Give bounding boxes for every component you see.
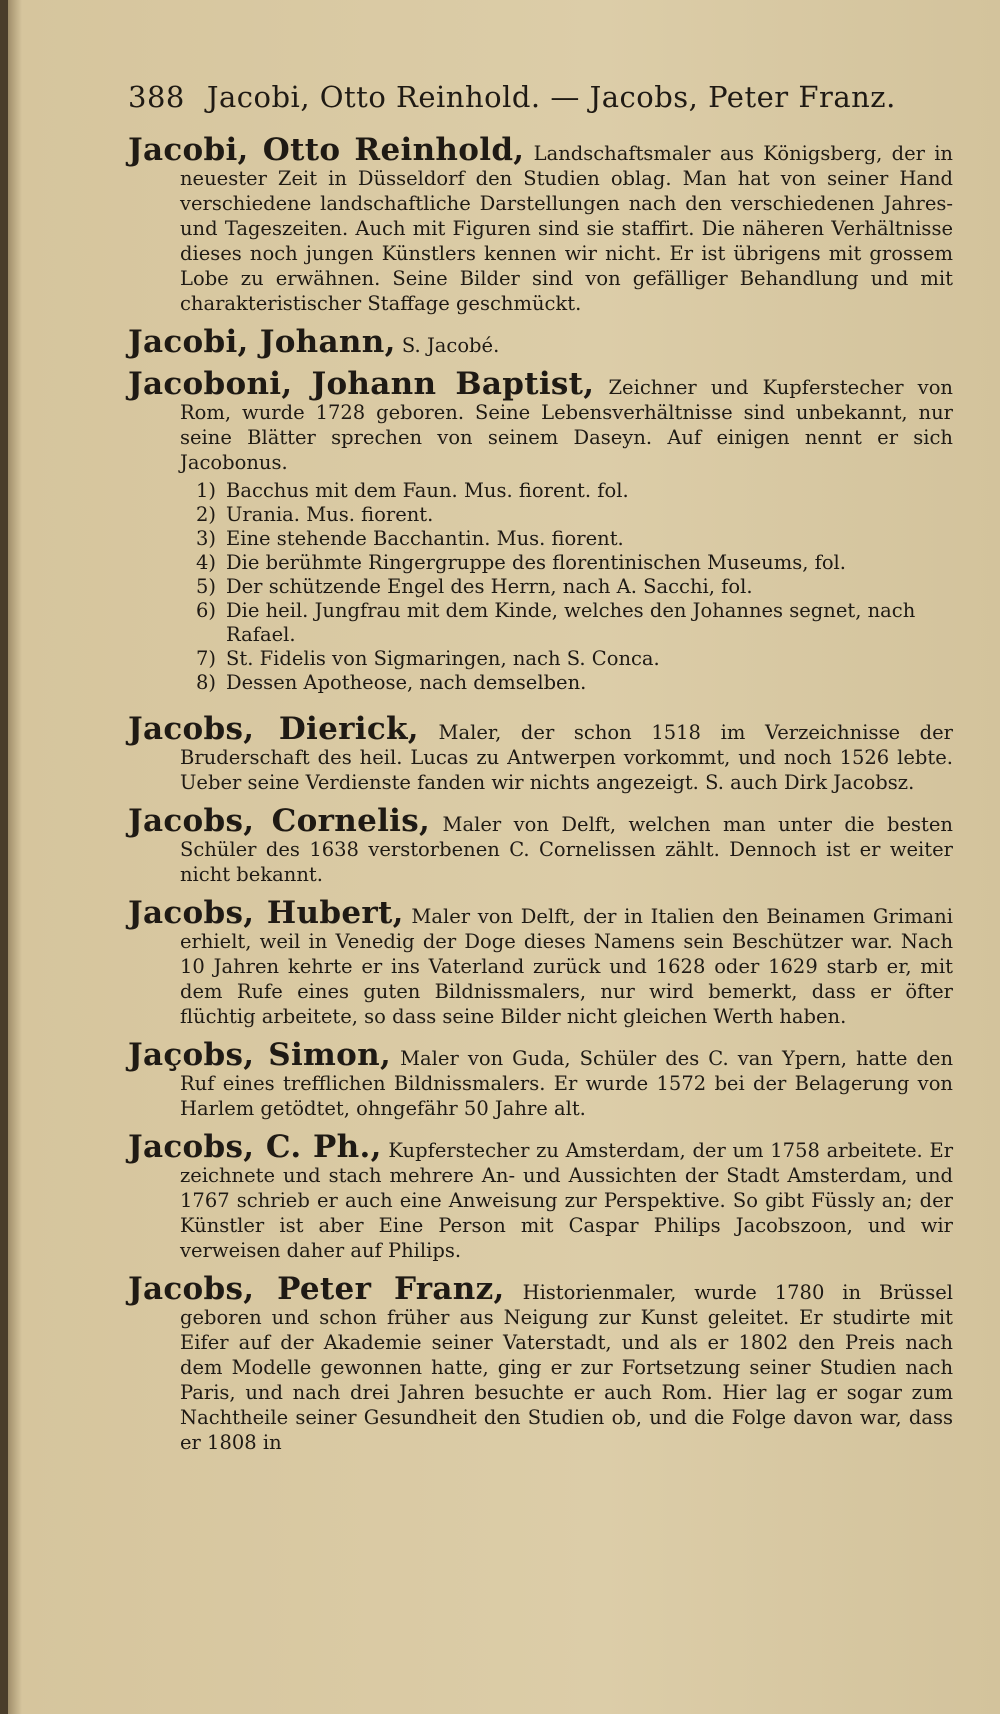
header-title: Jacobi, Otto Reinhold. — Jacobs, Peter Franz. — [206, 80, 896, 114]
entry-text: Maler von Guda, Schüler des C. van Ypern, hatte den Ruf eines trefflichen Bildnissmalers. Er wurde 1572 bei der Belagerung von Harlem getödtet, ohngefähr 50 Jahre alt. — [180, 1047, 953, 1120]
list-item: 7) St. Fidelis von Sigmaringen, nach S. Conca. — [196, 647, 660, 670]
list-item: 6) Die heil. Jungfrau mit dem Kinde, welches den Johannes segnet, nach Rafael. — [196, 599, 916, 646]
list-item: 5) Der schützende Engel des Herrn, nach A. Sacchi, fol. — [196, 575, 753, 598]
entry-jacobi-otto — [128, 132, 953, 316]
entry-heading: Jacobs, Peter Franz, — [128, 1271, 505, 1307]
entry-text: Maler, der schon 1518 im Verzeichnisse der Bruderschaft des heil. Lucas zu Antwerpen vorkommt, und noch 1526 lebte. Ueber seine Verdienste fanden wir nichts angezeigt. S. auch Dirk Jacobsz. — [180, 721, 953, 794]
entry-jacobi-johann — [128, 324, 953, 360]
entry-heading: Jacobs, Cornelis, — [128, 803, 431, 839]
entry-text: Landschaftsmaler aus Königsberg, der in neuester Zeit in Düsseldorf den Studien oblag. Man hat von seiner Hand verschiedene landschaftliche Darstellungen nach den verschiedenen Jahres- und Tageszeiten. Auch mit Figuren sind sie staffirt. Die näheren Verhältnisse dieses noch jungen Künstlers kennen wir nicht. Er ist übrigens mit grossem Lobe zu erwähnen. Seine Bilder sind von gefälliger Behandlung und mit charakteristischer Staffage geschmückt. — [180, 142, 953, 315]
page-binding-edge — [0, 0, 8, 1714]
entry-text: Maler von Delft, welchen man unter die besten Schüler des 1638 verstorbenen C. Cornelissen zählt. Dennoch ist er weiter nicht bekannt. — [180, 813, 953, 886]
entry-text: Zeichner und Kupferstecher von Rom, wurde 1728 geboren. Seine Lebensverhältnisse sind unbekannt, nur seine Blätter sprechen von seinem Daseyn. Auf einigen nennt er sich Jacobonus. — [180, 376, 953, 474]
entry-heading: Jacobs, Dierick, — [128, 711, 419, 747]
list-item: 1) Bacchus mit dem Faun. Mus. fiorent. fol. — [196, 479, 629, 502]
entry-text: Kupferstecher zu Amsterdam, der um 1758 arbeitete. Er zeichnete und stach mehrere An- und Aussichten der Stadt Amsterdam, und 1767 schrieb er auch eine Anweisung zur Perspektive. So gibt Füssly an; der Künstler ist aber Eine Person mit Caspar Philips Jacobszoon, und wir verweisen daher auf Philips. — [180, 1139, 954, 1262]
entry-jacobs-simon — [128, 1037, 953, 1121]
entry-text: Historienmaler, wurde 1780 in Brüssel geboren und schon früher aus Neigung zur Kunst geleitet. Er studirte mit Eifer auf der Akademie seiner Vaterstadt, und als er 1802 den Preis nach dem Modelle gewonnen hatte, ging er zur Fortsetzung seiner Studien nach Paris, und nach drei Jahren besuchte er auch Rom. Hier lag er sogar zum Nachtheile seiner Gesundheit den Studien ob, und die Folge davon war, dass er 1808 in — [180, 1281, 953, 1454]
entry-heading: Jacobi, Johann, — [128, 324, 396, 360]
entry-text: S. Jacobé. — [401, 334, 500, 357]
entry-jacobs-dierick — [128, 711, 953, 795]
page-number: 388 — [128, 80, 185, 114]
list-item: 8) Dessen Apotheose, nach demselben. — [196, 671, 587, 694]
entry-jacoboni — [128, 366, 953, 475]
entry-jacobs-c-ph — [128, 1129, 954, 1263]
entry-jacobs-peter-franz — [128, 1271, 953, 1455]
page-content — [128, 132, 954, 1469]
jacoboni-works-list — [128, 479, 953, 695]
entry-heading: Jacoboni, Johann Baptist, — [128, 366, 595, 402]
list-item: 3) Eine stehende Bacchantin. Mus. fiorent. — [196, 527, 624, 550]
list-item: 2) Urania. Mus. fiorent. — [196, 503, 434, 526]
running-header — [128, 80, 896, 114]
entry-text: Maler von Delft, der in Italien den Beinamen Grimani erhielt, weil in Venedig der Doge dieses Namens sein Beschützer war. Nach 10 Jahren kehrte er ins Vaterland zurück und 1628 oder 1629 starb er, mit dem Rufe eines guten Bildnissmalers, nur wird bemerkt, dass er öfter flüchtig arbeitete, so dass seine Bilder nicht gleichen Werth haben. — [180, 905, 953, 1028]
entry-jacobs-hubert — [128, 895, 953, 1029]
list-item: 4) Die berühmte Ringergruppe des florentinischen Museums, fol. — [196, 551, 846, 574]
entry-heading: Jaçobs, Simon, — [128, 1037, 392, 1073]
entry-heading: Jacobs, C. Ph., — [128, 1129, 382, 1165]
entry-jacobs-cornelis — [128, 803, 953, 887]
entry-heading: Jacobi, Otto Reinhold, — [128, 132, 525, 168]
entry-heading: Jacobs, Hubert, — [128, 895, 404, 931]
